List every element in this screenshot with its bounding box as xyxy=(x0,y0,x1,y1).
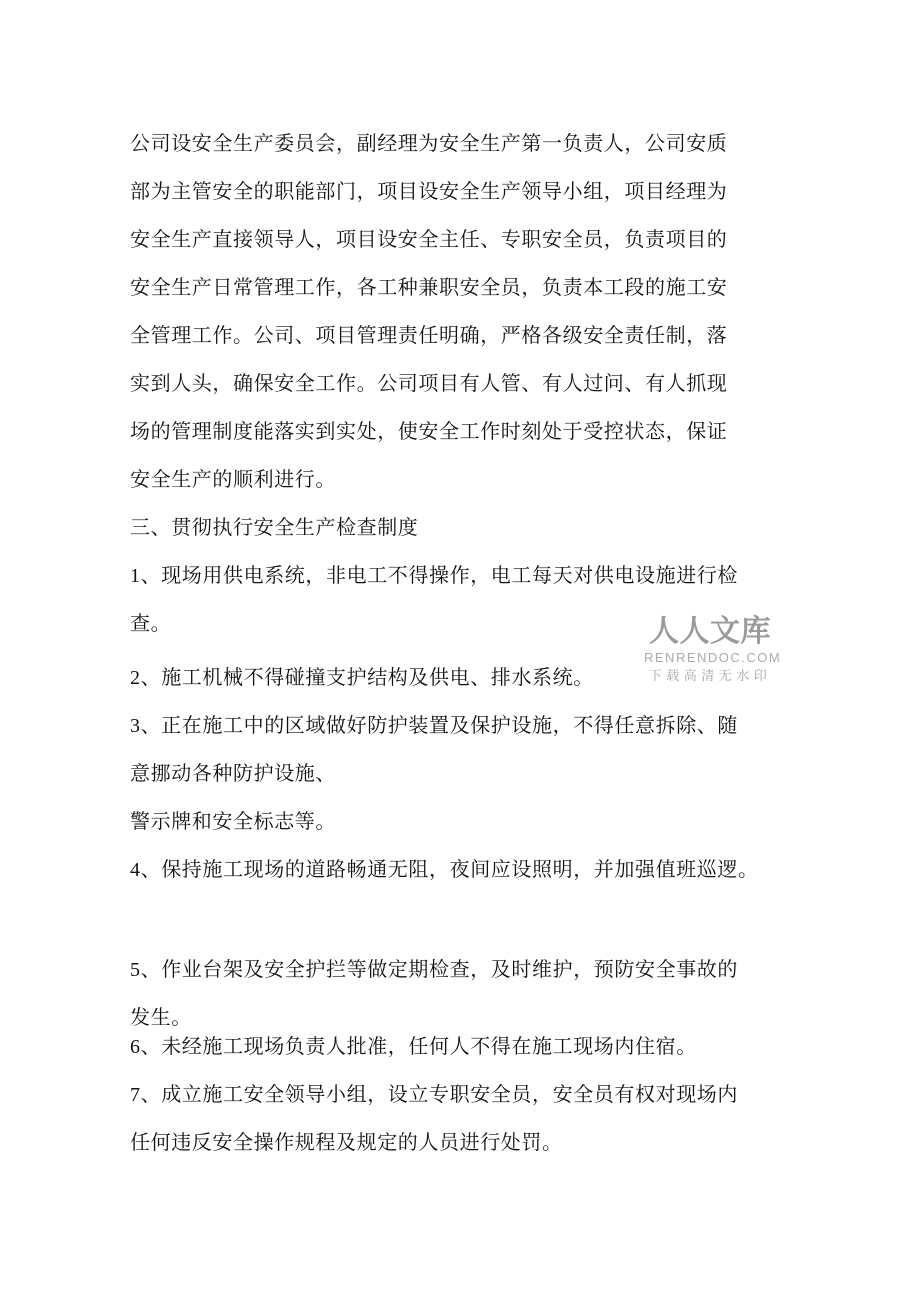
list-item: 5、作业台架及安全护拦等做定期检查，及时维护，预防安全事故的 xyxy=(130,959,738,981)
text-line: 实到人头，确保安全工作。公司项目有人管、有人过问、有人抓现 xyxy=(130,373,728,395)
text-line: 警示牌和安全标志等。 xyxy=(130,811,336,833)
text-line: 部为主管安全的职能部门，项目设安全生产领导小组，项目经理为 xyxy=(130,181,728,203)
list-item: 3、正在施工中的区域做好防护装置及保护设施，不得任意拆除、随 xyxy=(130,715,738,737)
text-line: 发生。 xyxy=(130,1007,192,1029)
list-item: 4、保持施工现场的道路畅通无阻，夜间应设照明，并加强值班巡逻。 xyxy=(130,859,759,881)
text-line: 安全生产日常管理工作，各工种兼职安全员，负责本工段的施工安 xyxy=(130,277,728,299)
text-line: 安全生产直接领导人，项目设安全主任、专职安全员，负责项目的 xyxy=(130,229,728,251)
section-heading: 三、贯彻执行安全生产检查制度 xyxy=(130,517,419,539)
text-line: 任何违反安全操作规程及规定的人员进行处罚。 xyxy=(130,1132,563,1154)
watermark-tagline: 下载高清无水印 xyxy=(648,668,772,683)
watermark-domain: RENRENDOC.COM xyxy=(644,650,782,665)
site-watermark xyxy=(644,615,782,683)
text-line: 查。 xyxy=(130,613,172,635)
text-line: 公司设安全生产委员会，副经理为安全生产第一负责人，公司安质 xyxy=(130,133,728,155)
text-line: 全管理工作。公司、项目管理责任明确，严格各级安全责任制，落 xyxy=(130,325,728,347)
text-line: 意挪动各种防护设施、 xyxy=(130,763,336,785)
list-item: 2、施工机械不得碰撞支护结构及供电、排水系统。 xyxy=(130,667,594,689)
list-item: 7、成立施工安全领导小组，设立专职安全员，安全员有权对现场内 xyxy=(130,1084,738,1106)
list-item: 6、未经施工现场负责人批准，任何人不得在施工现场内住宿。 xyxy=(130,1036,697,1058)
watermark-logo-text: 人人文库 xyxy=(649,615,771,648)
text-line: 场的管理制度能落实到实处，使安全工作时刻处于受控状态，保证 xyxy=(130,421,728,443)
list-item: 1、现场用供电系统，非电工不得操作，电工每天对供电设施进行检 xyxy=(130,565,738,587)
text-line: 安全生产的顺利进行。 xyxy=(130,469,336,491)
